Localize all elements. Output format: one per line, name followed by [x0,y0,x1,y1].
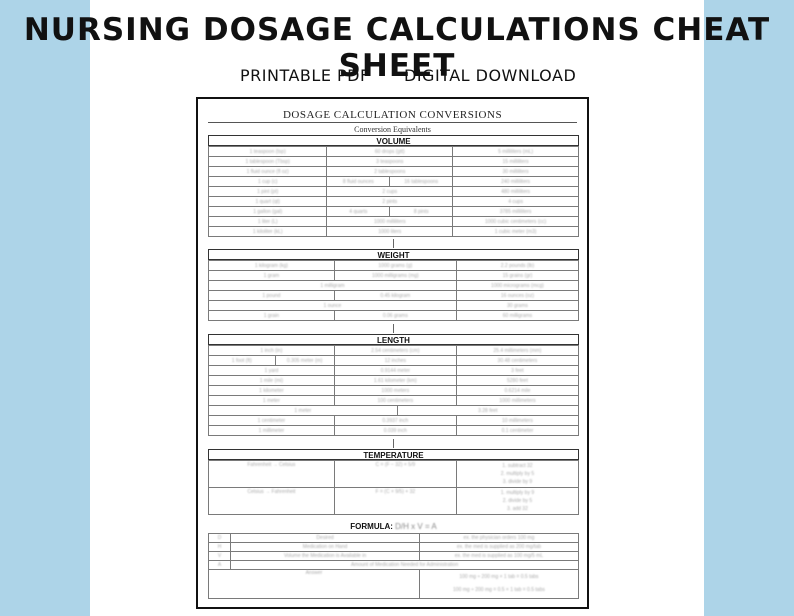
table-cell: 2 cups [327,187,453,197]
table-cell: 0.45 kilogram [334,291,456,301]
table-cell: 12 inches [334,356,456,366]
steps-cell [456,461,578,488]
table-row [209,147,579,157]
step-line: 1. multiply by 9 [500,490,535,496]
title-divider [208,122,577,123]
section-connector [393,324,394,333]
table-cell: F = (C × 9/5) + 32 [334,488,456,515]
table-row [209,543,579,552]
cheat-sheet-document [196,97,589,609]
table-row [209,157,579,167]
table-cell: Amount of Medication Needed for Administration [231,561,579,570]
table-cell: 8 fluid ounces [327,177,390,187]
table-cell: 4 cups [453,197,579,207]
formula-expression: D/H x V = A [395,522,437,531]
table-cell: 1 mile (mi) [209,376,335,386]
table-cell: 1 ounce [209,301,457,311]
table-row [209,552,579,561]
volume-table [208,146,579,237]
table-cell: 1 foot (ft) [209,356,276,366]
table-cell: 0.1 centimeter [456,426,578,436]
table-cell: A [209,561,231,570]
weight-section [208,249,579,321]
table-row [209,406,579,416]
length-section [208,334,579,436]
formula-table [208,533,579,599]
table-cell: 1 grain [209,311,335,321]
table-cell: 1000 meters [334,386,456,396]
table-cell: 1 gallon (gal) [209,207,327,217]
table-cell: 1000 micrograms (mcg) [456,281,578,291]
table-row [209,291,579,301]
table-cell: 3 feet [456,366,578,376]
table-cell: 2 pints [327,197,453,207]
table-cell: 2.2 pounds (lb) [456,261,578,271]
section-connector [393,239,394,248]
table-cell: 30 grams [456,301,578,311]
length-header: LENGTH [208,334,579,345]
table-cell: 1 liter (L) [209,217,327,227]
table-row [209,534,579,543]
table-cell: 16 tablespoons [390,177,453,187]
table-cell: 1 inch (in) [209,346,335,356]
table-cell: 1 gram [209,271,335,281]
step-line: 2. multiply by 5 [500,471,535,477]
table-cell: 0.9144 meter [334,366,456,376]
table-cell: 15 milliliters [453,157,579,167]
table-cell: C = (F − 32) × 5/9 [334,461,456,488]
table-row [209,488,579,515]
table-cell: 30 milliliters [453,167,579,177]
table-row [209,281,579,291]
formula-heading [208,522,579,531]
table-cell: 3.28 feet [397,406,578,416]
table-row [209,461,579,488]
document-title: DOSAGE CALCULATION CONVERSIONS [282,109,503,121]
table-cell: 1 millimeter [209,426,335,436]
table-cell: Fahrenheit → Celsius [209,461,335,488]
table-cell: 1000 milliliters [327,217,453,227]
table-cell: Medication on Hand [231,543,420,552]
table-cell: 1 quart (qt) [209,197,327,207]
steps-cell [456,488,578,515]
table-cell: 1000 millimeters [456,396,578,406]
length-table [208,345,579,436]
table-cell: 240 milliliters [453,177,579,187]
table-cell: 1 pint (pt) [209,187,327,197]
table-cell: 1 kiloliter (kL) [209,227,327,237]
formula-label: FORMULA: [350,522,393,531]
table-cell: 1 pound [209,291,335,301]
table-cell: 25.4 millimeters (mm) [456,346,578,356]
table-cell: V [209,552,231,561]
table-row [209,396,579,406]
table-cell: 1 cubic meter (m3) [453,227,579,237]
table-cell: 1000 milligrams (mg) [334,271,456,281]
table-cell: 1 meter [209,406,398,416]
printable-pdf-label: PRINTABLE PDF [240,66,370,85]
table-cell: Desired [231,534,420,543]
table-row [209,366,579,376]
formula-section [208,533,579,599]
table-row [209,177,579,187]
table-row [209,217,579,227]
answer-line: 100 mg ÷ 200 mg × 1 tab = 0.5 tabs [459,574,539,580]
table-cell: H [209,543,231,552]
table-row [209,227,579,237]
table-cell: 10 millimeters [456,416,578,426]
temperature-header: TEMPERATURE [208,449,579,460]
table-cell: 60 drops (gtt) [327,147,453,157]
temperature-table [208,460,579,515]
table-cell: 1 tablespoon (Tbsp) [209,157,327,167]
table-row [209,426,579,436]
volume-header: VOLUME [208,135,579,146]
table-row [209,376,579,386]
table-row [209,570,579,599]
table-cell: 1 cup (c) [209,177,327,187]
table-cell: 1 meter [209,396,335,406]
table-cell: 60 milligrams [456,311,578,321]
table-cell: 0.06 grams [334,311,456,321]
table-row [209,386,579,396]
step-line: 3. add 32 [507,506,528,512]
table-row [209,197,579,207]
section-connector [393,439,394,448]
table-row [209,561,579,570]
table-cell: 8 pints [390,207,453,217]
step-line: 2. divide by 5 [502,498,533,504]
table-row [209,301,579,311]
weight-header: WEIGHT [208,249,579,260]
table-cell: 0.3937 inch [334,416,456,426]
table-cell: 1 centimeter [209,416,335,426]
table-row [209,356,579,366]
table-cell: 16 ounces (oz) [456,291,578,301]
table-row [209,261,579,271]
table-cell: 3 teaspoons [327,157,453,167]
table-row [209,416,579,426]
table-cell: 1 milligram [209,281,457,291]
volume-section [208,135,579,237]
table-cell: 0.305 meter (m) [275,356,334,366]
step-line: 3. divide by 9 [502,479,533,485]
table-cell: 15 grains (gr) [456,271,578,281]
answer-cell [419,570,578,599]
table-cell: 30.48 centimeters [456,356,578,366]
table-row [209,271,579,281]
table-cell: 5280 feet [456,376,578,386]
table-cell: D [209,534,231,543]
page-title: NURSING DOSAGE CALCULATIONS CHEAT SHEET [23,12,771,84]
table-cell: 1 yard [209,366,335,376]
weight-table [208,260,579,321]
table-cell: 1 kilometer [209,386,335,396]
answer-line: 100 mg ÷ 200 mg = 0.5 × 1 tab = 0.5 tabs [453,587,545,593]
answer-label-cell: Answer [209,570,420,599]
table-cell: 4 quarts [327,207,390,217]
table-row [209,187,579,197]
table-cell: 1 fluid ounce (fl oz) [209,167,327,177]
table-cell: 2.54 centimeters (cm) [334,346,456,356]
table-cell: 0.6214 mile [456,386,578,396]
table-cell: 1 kilogram (kg) [209,261,335,271]
table-cell: 1 teaspoon (tsp) [209,147,327,157]
step-line: 1. subtract 32 [502,463,533,469]
table-row [209,167,579,177]
table-cell: 1.61 kilometer (km) [334,376,456,386]
table-row [209,207,579,217]
table-cell: ex. the med is supplied as 100 mg/5 mL [419,552,578,561]
temperature-section [208,449,579,515]
table-cell: ex. the physician orders 100 mg [419,534,578,543]
table-cell: 1000 cubic centimeters (cc) [453,217,579,227]
table-cell: 100 centimeters [334,396,456,406]
digital-download-label: DIGITAL DOWNLOAD [404,66,577,85]
table-cell: 1000 liters [327,227,453,237]
table-row [209,311,579,321]
table-cell: 5 milliliters (mL) [453,147,579,157]
document-subtitle: Conversion Equivalents [354,125,431,134]
table-cell: Volume the Medication is Available in [231,552,420,561]
table-cell: Celsius → Fahrenheit [209,488,335,515]
table-cell: 3785 milliliters [453,207,579,217]
table-cell: 0.039 inch [334,426,456,436]
table-cell: 480 milliliters [453,187,579,197]
table-row [209,346,579,356]
table-cell: 2 tablespoons [327,167,453,177]
table-cell: 1000 grams (g) [334,261,456,271]
table-cell: ex. the med is supplied as 200 mg/tab [419,543,578,552]
